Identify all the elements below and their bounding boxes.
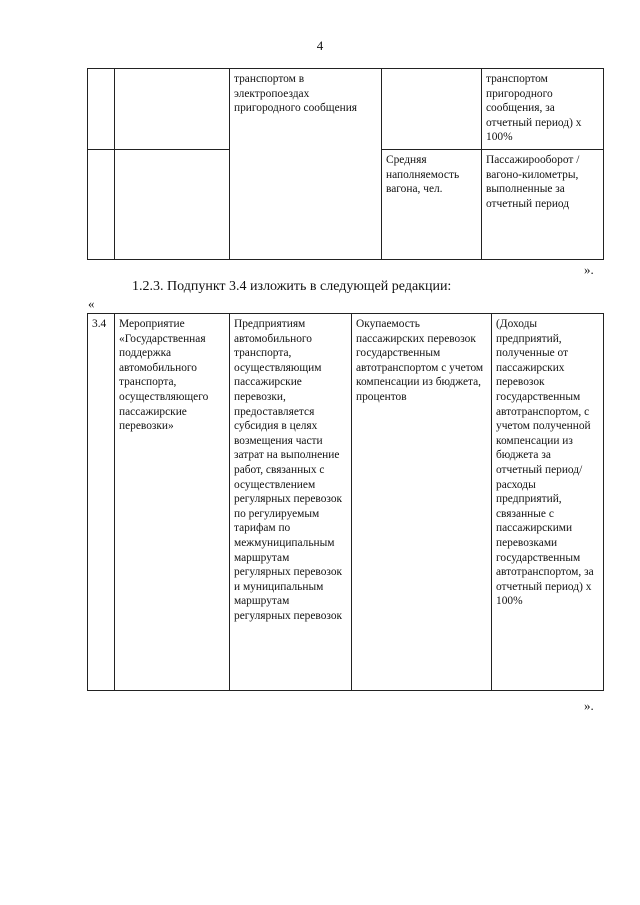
opening-quote: « (88, 296, 95, 311)
row-number: 3.4 (88, 314, 115, 691)
section-title: 1.2.3. Подпункт 3.4 изложить в следующей редакции: (132, 279, 452, 294)
page-number: 4 (316, 38, 324, 53)
measure-table (87, 313, 604, 691)
table-cell: транспортом пригородного сообщения, за отчетный период) х 100% (482, 69, 604, 150)
table-cell (88, 69, 115, 150)
measure-name: Мероприятие «Государственная поддержка автомобильного транспорта, осуществляющего пассажирские перевозки» (115, 314, 230, 691)
indicators-table-continuation (87, 68, 604, 260)
indicator-name: Окупаемость пассажирских перевозок государственным автотранспортом с учетом компенсации из бюджета, процентов (352, 314, 492, 691)
table-row (88, 314, 604, 691)
table-cell (88, 150, 115, 260)
table-cell: Пассажирооборот / вагоно-километры, выполненные за отчетный период (482, 150, 604, 260)
table-cell: транспортом в электропоездах пригородного сообщения (230, 69, 382, 260)
table-cell: Средняя наполняемость вагона, чел. (382, 150, 482, 260)
table-row (88, 69, 604, 150)
table-cell (115, 69, 230, 150)
indicator-formula: (Доходы предприятий, полученные от пассажирских перевозок государственным автотранспортом, с учетом полученной компенсации из бюджета за отчетный период/ расходы предприятий, связанные с пассажирскими перевозками государственным автотранспортом, за отчетный период) х 100% (492, 314, 604, 691)
table-cell (115, 150, 230, 260)
closing-quote-1: ». (584, 262, 594, 277)
measure-description: Предприятиям автомобильного транспорта, осуществляющим пассажирские перевозки, предоставляется субсидия в целях возмещения части затрат на выполнение работ, связанных с осуществлением регулярных перевозок по регулируемым тарифам по межмуниципальным маршрутам регулярных перевозок и муниципальным маршрутам регулярных перевозок (230, 314, 352, 691)
table-cell (382, 69, 482, 150)
closing-quote-2: ». (584, 698, 594, 713)
